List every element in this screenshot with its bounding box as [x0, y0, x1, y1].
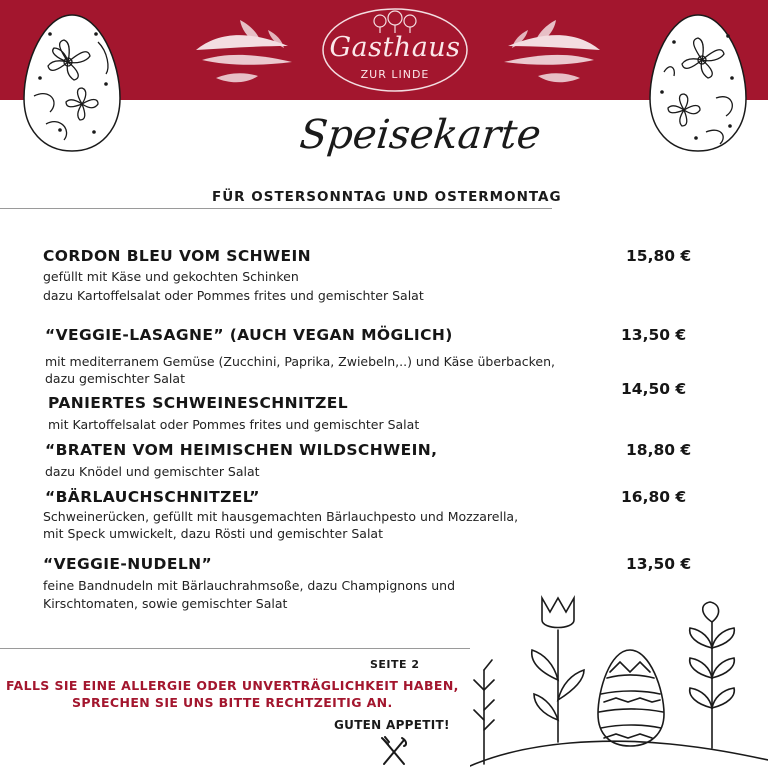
menu-item-description: mit Kartoffelsalat oder Pommes frites und gemischter Salat	[48, 417, 420, 432]
leaf-ornament-right-icon	[498, 12, 608, 92]
page-number: SEITE 2	[370, 658, 420, 671]
menu-item-description: mit Speck umwickelt, dazu Rösti und gemischter Salat	[43, 526, 383, 541]
divider	[0, 208, 552, 209]
menu-item-price: 18,80 €	[626, 441, 692, 459]
easter-garden-illustration	[470, 590, 768, 768]
leaf-ornament-left-icon	[188, 12, 298, 92]
menu-item-price: 16,80 €	[621, 488, 687, 506]
menu-item-description: dazu Knödel und gemischter Salat	[45, 464, 260, 479]
menu-item-name: PANIERTES SCHWEINESCHNITZEL	[48, 394, 349, 412]
restaurant-logo	[320, 6, 470, 94]
logo-name: Gasthaus	[329, 32, 461, 63]
menu-item-description: dazu Kartoffelsalat oder Pommes frites und gemischter Salat	[43, 288, 424, 303]
menu-subtitle: FÜR OSTERSONNTAG UND OSTERMONTAG	[212, 189, 562, 205]
menu-item-price: 13,50 €	[626, 555, 692, 573]
menu-item-name: “BÄRLAUCHSCHNITZEL”	[45, 488, 260, 506]
easter-egg-left-icon	[20, 12, 124, 154]
allergy-notice-line-1: FALLS SIE EINE ALLERGIE ODER UNVERTRÄGLICHKEIT HABEN,	[6, 678, 459, 693]
menu-item-description: Schweinerücken, gefüllt mit hausgemachten Bärlauchpesto und Mozzarella,	[43, 509, 519, 524]
menu-item-name: “VEGGIE-LASAGNE” (AUCH VEGAN MÖGLICH)	[45, 326, 453, 344]
menu-item-price: 15,80 €	[626, 247, 692, 265]
menu-item-name: “VEGGIE-NUDELN”	[43, 555, 213, 573]
menu-item-price: 14,50 €	[621, 380, 687, 398]
allergy-notice-line-2: SPRECHEN SIE UNS BITTE RECHTZEITIG AN.	[72, 695, 393, 710]
menu-item-price: 13,50 €	[621, 326, 687, 344]
menu-item-name: CORDON BLEU VOM SCHWEIN	[43, 247, 312, 265]
menu-item-description: Kirschtomaten, sowie gemischter Salat	[43, 596, 288, 611]
menu-item-name: “BRATEN VOM HEIMISCHEN WILDSCHWEIN,	[45, 441, 438, 459]
menu-title: Speisekarte	[297, 112, 544, 158]
closing-greeting: GUTEN APPETIT!	[334, 718, 450, 732]
fork-knife-icon	[380, 736, 408, 766]
menu-item-description: dazu gemischter Salat	[45, 371, 185, 386]
easter-egg-right-icon	[646, 12, 750, 154]
logo-subtitle: ZUR LINDE	[360, 68, 430, 81]
menu-item-description: feine Bandnudeln mit Bärlauchrahmsoße, dazu Champignons und	[43, 578, 456, 593]
menu-item-description: gefüllt mit Käse und gekochten Schinken	[43, 269, 299, 284]
footer-divider	[0, 648, 470, 649]
menu-item-description: mit mediterranem Gemüse (Zucchini, Paprika, Zwiebeln,..) und Käse überbacken,	[45, 354, 556, 369]
